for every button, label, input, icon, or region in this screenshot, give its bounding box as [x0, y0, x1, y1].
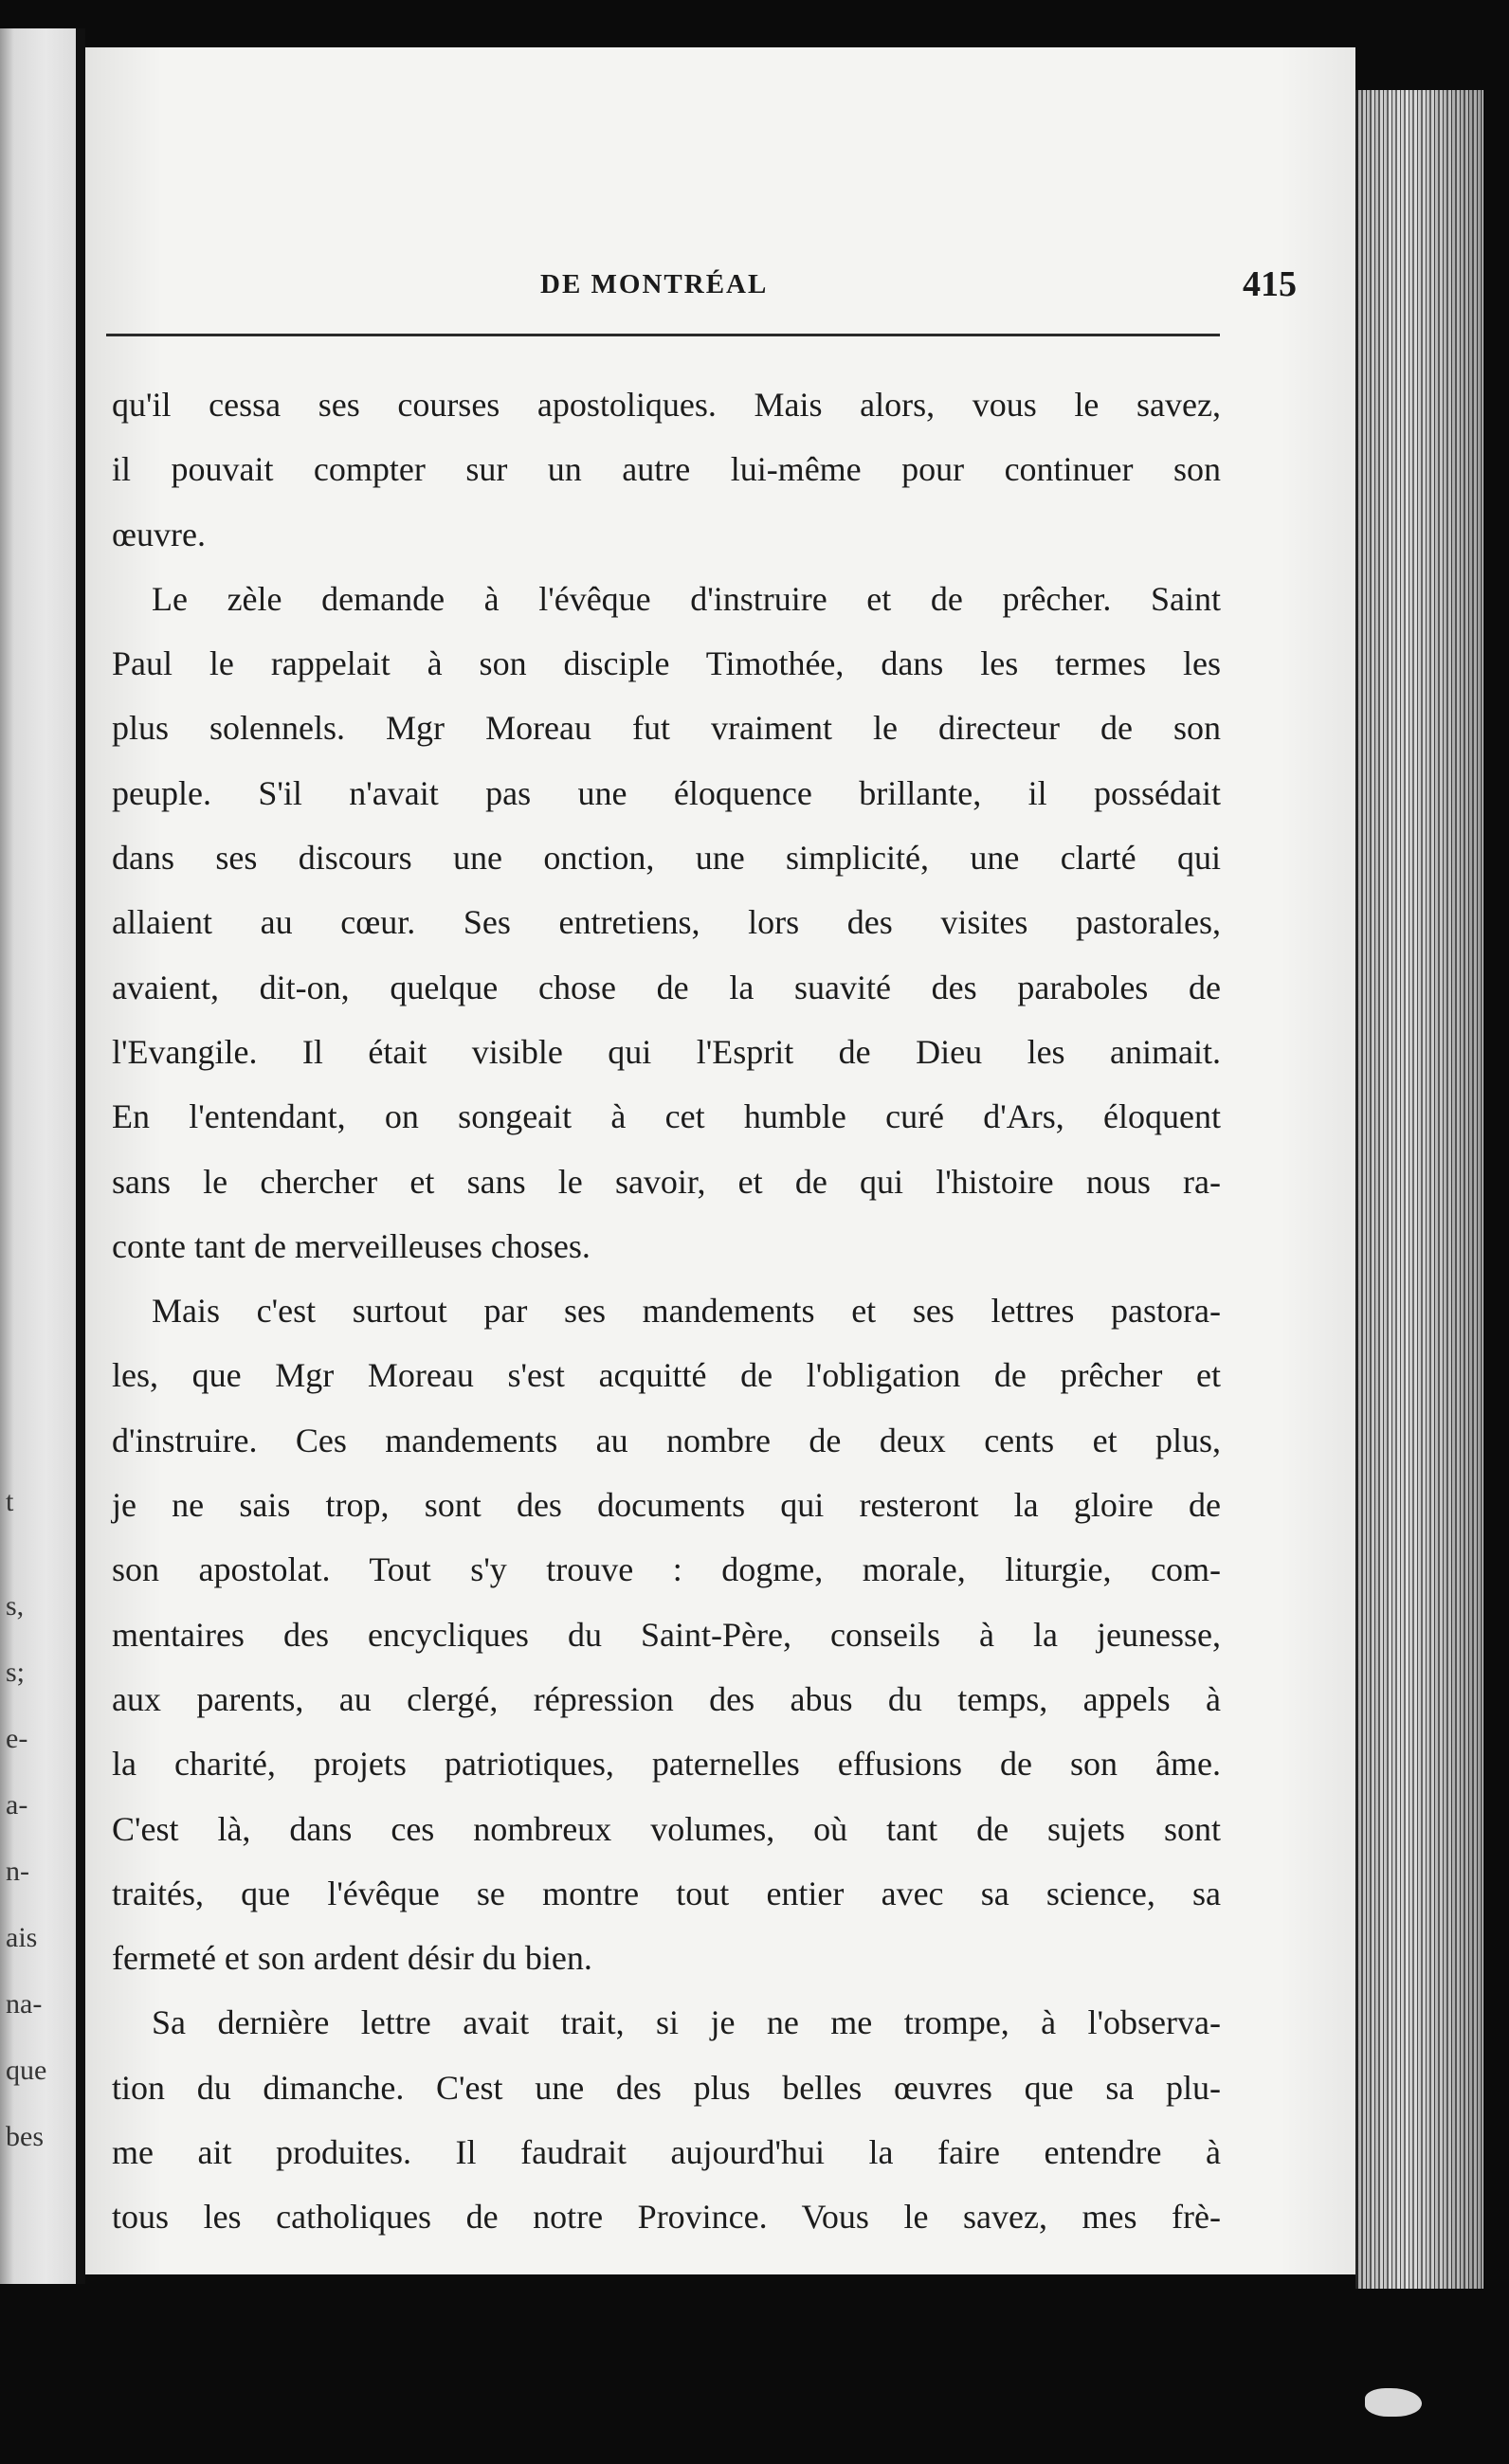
text-line: aux parents, au clergé, répression des abus du temps, appels à: [112, 1679, 1221, 1718]
text-line: fermeté et son ardent désir du bien.: [112, 1939, 592, 1978]
body-text: [112, 372, 1221, 2250]
text-line: la charité, projets patriotiques, paternelles effusions de son âme.: [112, 1745, 1221, 1784]
text-line: tion du dimanche. C'est une des plus belles œuvres que sa plu-: [112, 2068, 1221, 2107]
text-line: peuple. S'il n'avait pas une éloquence brillante, il possédait: [112, 773, 1221, 812]
facing-page-fragment: na-: [6, 1988, 43, 2020]
text-line: je ne sais trop, sont des documents qui resteront la gloire de: [112, 1486, 1221, 1525]
text-line: conte tant de merveilleuses choses.: [112, 1226, 591, 1265]
text-line: dans ses discours une onction, une simplicité, une clarté qui: [112, 839, 1221, 878]
book-page: [85, 47, 1355, 2274]
text-line: traités, que l'évêque se montre tout entier avec sa science, sa: [112, 1874, 1221, 1912]
text-line: avaient, dit-on, quelque chose de la suavité des paraboles de: [112, 968, 1221, 1006]
facing-page-fragment: bes: [6, 2121, 44, 2152]
header-rule: [106, 334, 1220, 336]
text-line: me ait produites. Il faudrait aujourd'hui la faire entendre à: [112, 2133, 1221, 2172]
text-line: il pouvait compter sur un autre lui-même pour continuer son: [112, 450, 1221, 489]
text-line: tous les catholiques de notre Province. Vous le savez, mes frè-: [112, 2198, 1221, 2237]
text-line: œuvre.: [112, 515, 206, 553]
page-edges-shade: [1355, 90, 1481, 2289]
facing-page-fragment: n-: [6, 1856, 29, 1887]
paper-fragment: [1365, 2388, 1422, 2417]
text-line: mentaires des encycliques du Saint-Père, conseils à la jeunesse,: [112, 1615, 1221, 1654]
text-line: les, que Mgr Moreau s'est acquitté de l'obligation de prêcher et: [112, 1356, 1221, 1395]
book-gutter: [76, 28, 85, 2284]
facing-page-fragment: s,: [6, 1590, 25, 1622]
text-line: Le zèle demande à l'évêque d'instruire et de prêcher. Saint: [152, 579, 1221, 618]
facing-page-edge: [0, 28, 76, 2284]
text-line: qu'il cessa ses courses apostoliques. Mais alors, vous le savez,: [112, 386, 1221, 424]
facing-page-fragment: t: [6, 1486, 14, 1517]
text-line: Sa dernière lettre avait trait, si je ne me trompe, à l'observa-: [152, 2003, 1221, 2042]
text-line: sans le chercher et sans le savoir, et de qui l'histoire nous ra-: [112, 1162, 1221, 1201]
facing-page-fragment: a-: [6, 1789, 28, 1821]
text-line: En l'entendant, on songeait à cet humble curé d'Ars, éloquent: [112, 1097, 1221, 1136]
text-line: allaient au cœur. Ses entretiens, lors des visites pastorales,: [112, 903, 1221, 942]
text-line: son apostolat. Tout s'y trouve : dogme, morale, liturgie, com-: [112, 1550, 1221, 1589]
facing-page-fragment: que: [6, 2055, 47, 2086]
running-title: DE MONTRÉAL: [540, 269, 769, 299]
facing-page-fragment: s;: [6, 1657, 26, 1688]
facing-page-fragment: e-: [6, 1723, 28, 1754]
text-line: plus solennels. Mgr Moreau fut vraiment le directeur de son: [112, 709, 1221, 748]
facing-page-fragment: ais: [6, 1922, 38, 1953]
page-number: 415: [1243, 264, 1297, 304]
text-line: l'Evangile. Il était visible qui l'Esprit de Dieu les animait.: [112, 1032, 1221, 1071]
text-line: Mais c'est surtout par ses mandements et ses lettres pastora-: [152, 1292, 1221, 1331]
text-line: C'est là, dans ces nombreux volumes, où tant de sujets sont: [112, 1809, 1221, 1848]
running-head: [85, 264, 1355, 307]
text-line: Paul le rappelait à son disciple Timothée, dans les termes les: [112, 644, 1221, 683]
text-line: d'instruire. Ces mandements au nombre de deux cents et plus,: [112, 1421, 1221, 1459]
